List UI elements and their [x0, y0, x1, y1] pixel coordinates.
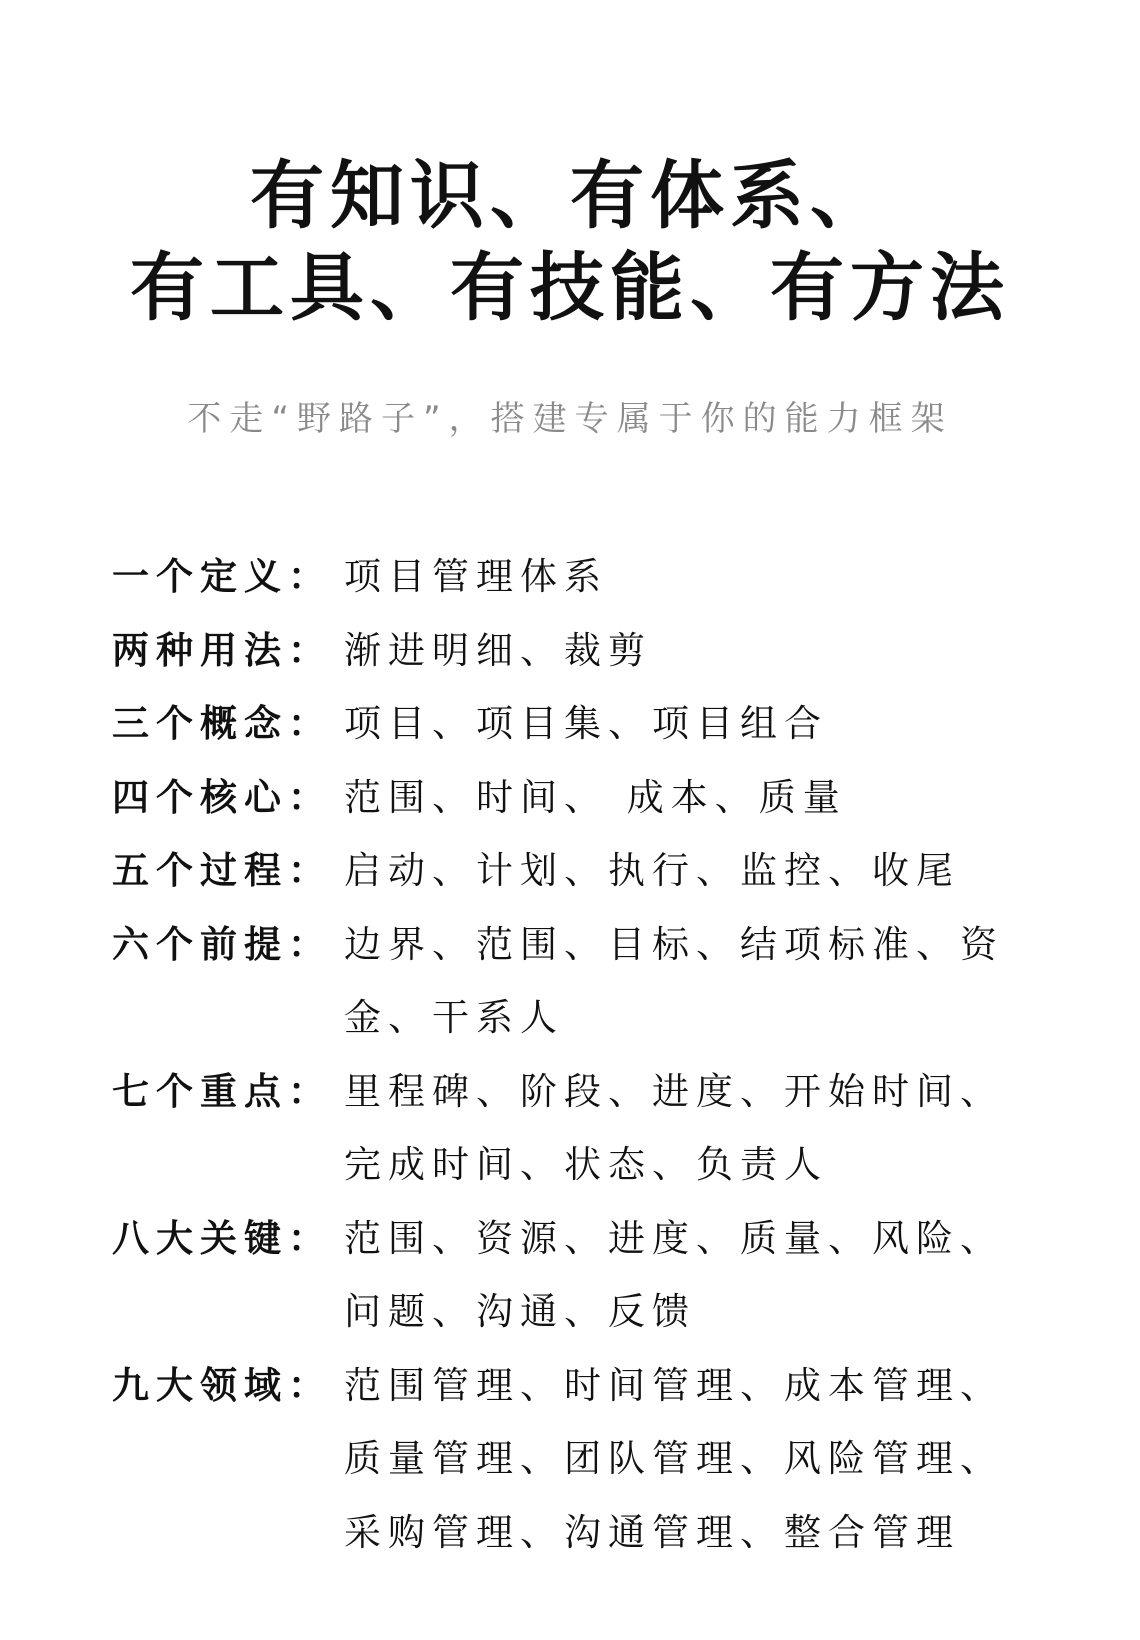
item-label: 六个前提：: [112, 922, 332, 966]
list-item: [112, 687, 1072, 761]
item-value-line: 金、干系人: [344, 996, 564, 1039]
list-item: [112, 540, 1072, 614]
list-item: [112, 614, 1072, 688]
item-value-line: 质量管理、团队管理、风险管理、: [344, 1437, 1004, 1480]
list-item: [112, 834, 1072, 908]
item-label: 八大关键：: [112, 1216, 332, 1260]
item-value: [344, 834, 1072, 908]
item-value-line: 边界、范围、目标、结项标准、资: [344, 922, 1004, 966]
item-value: [344, 1202, 1072, 1349]
title-line-1: 有知识、有体系、: [250, 153, 890, 239]
item-value-line: 范围、时间、 成本、质量: [344, 775, 847, 819]
item-value-line: 完成时间、状态、负责人: [344, 1143, 828, 1186]
item-value-line: 里程碑、阶段、进度、开始时间、: [344, 1069, 1004, 1113]
list-item: [112, 1055, 1072, 1202]
item-label: 九大领域：: [112, 1363, 332, 1407]
list-item: [112, 908, 1072, 1055]
item-value-line: 范围、资源、进度、质量、风险、: [344, 1216, 1004, 1260]
item-label: 五个过程：: [112, 849, 332, 892]
item-value-line: 启动、计划、执行、监控、收尾: [344, 849, 960, 892]
item-value: [344, 761, 1072, 835]
item-value: [344, 687, 1072, 761]
item-value-line: 渐进明细、裁剪: [344, 628, 652, 672]
item-value: [344, 540, 1072, 614]
item-label: 七个重点：: [112, 1069, 332, 1113]
item-value-line: 项目、项目集、项目组合: [344, 702, 828, 745]
item-label: 一个定义：: [112, 555, 332, 598]
page-title: [0, 150, 1140, 334]
list-item: [112, 1202, 1072, 1349]
item-value: [344, 1349, 1072, 1570]
subtitle: 不走“野路子”，搭建专属于你的能力框架: [187, 399, 953, 439]
item-value: [344, 1055, 1072, 1202]
framework-list: [112, 540, 1072, 1569]
item-value-line: 采购管理、沟通管理、整合管理: [344, 1510, 960, 1554]
list-item: [112, 1349, 1072, 1570]
list-item: [112, 761, 1072, 835]
item-value: [344, 908, 1072, 1055]
item-value-line: 问题、沟通、反馈: [344, 1290, 696, 1333]
item-value-line: 范围管理、时间管理、成本管理、: [344, 1363, 1004, 1407]
item-label: 两种用法：: [112, 628, 332, 672]
item-value-line: 项目管理体系: [344, 555, 608, 598]
title-line-2: 有工具、有技能、有方法: [130, 245, 1010, 331]
item-label: 四个核心：: [112, 775, 332, 819]
item-value: [344, 614, 1072, 688]
item-label: 三个概念：: [112, 702, 332, 745]
